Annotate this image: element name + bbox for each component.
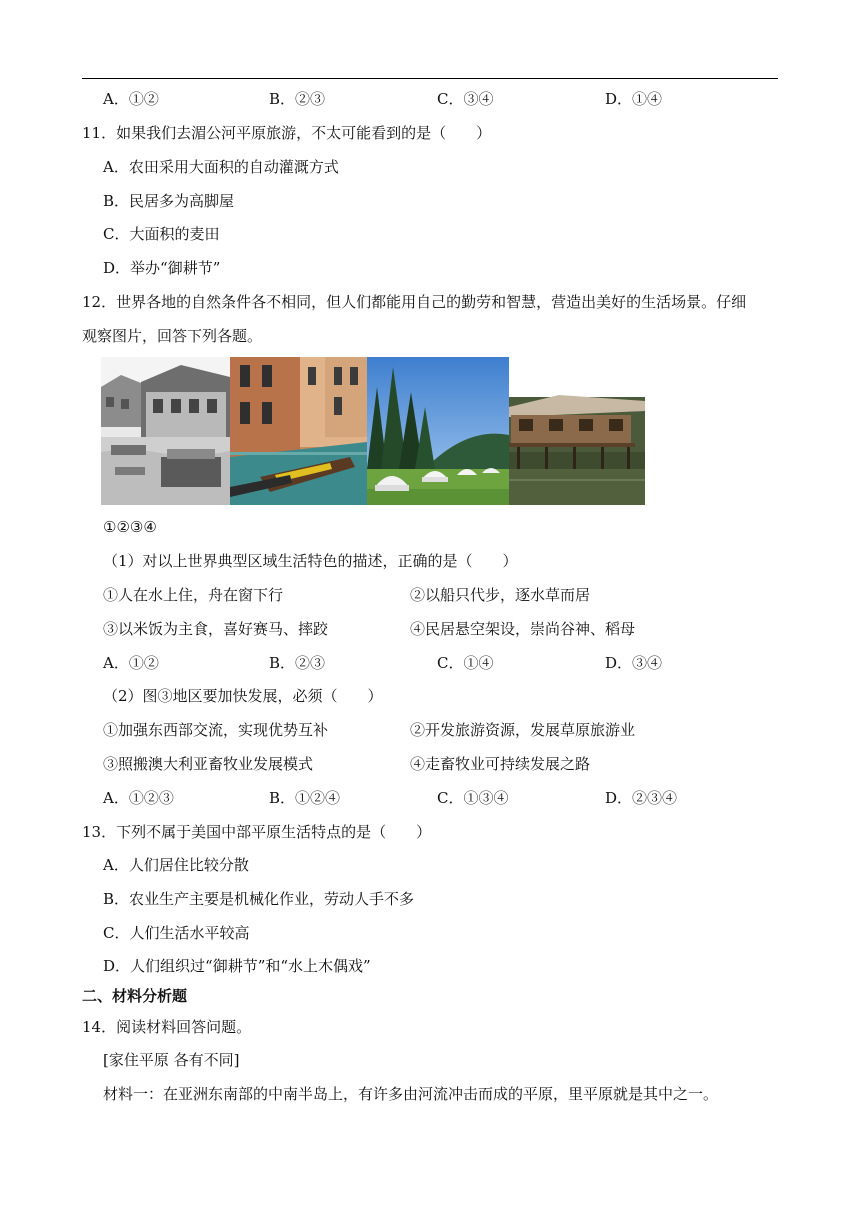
q12-sub2-option-a: A．①②③ bbox=[103, 789, 174, 807]
photo-venice-canal bbox=[230, 357, 367, 505]
photo-stilt-house bbox=[509, 357, 645, 505]
q10-options bbox=[103, 89, 703, 109]
q10-option-d: D．①④ bbox=[605, 90, 663, 108]
q11-option-c: C．大面积的麦田 bbox=[103, 225, 220, 243]
q14-stem: 14．阅读材料回答问题。 bbox=[82, 1018, 252, 1036]
q12-sub1-option-c: C．①④ bbox=[437, 654, 494, 672]
photo-grassland-yurts bbox=[367, 357, 509, 505]
q14-material-1: 材料一：在亚洲东南部的中南半岛上，有许多由河流冲击而成的平原，里平原就是其中之一。 bbox=[103, 1085, 719, 1103]
q12-sub2-option-d: D．②③④ bbox=[605, 789, 678, 807]
q12-sub2-statement-1: ①加强东西部交流，实现优势互补 bbox=[103, 721, 329, 739]
q12-sub2-stem: （2）图③地区要加快发展，必须（ ） bbox=[103, 687, 383, 705]
q12-sub1-statement-4: ④民居悬空架设，崇尚谷神、稻母 bbox=[410, 620, 636, 638]
header-rule bbox=[82, 78, 778, 79]
q11-option-d: D．举办“御耕节” bbox=[103, 259, 221, 277]
q10-option-b: B．②③ bbox=[269, 90, 326, 108]
section-2-title: 二、材料分析题 bbox=[82, 987, 188, 1005]
q12-sub1-option-d: D．③④ bbox=[605, 654, 663, 672]
photo-water-town bbox=[101, 357, 230, 505]
q10-option-a: A．①② bbox=[103, 90, 159, 108]
q13-option-d: D．人们组织过“御耕节”和“水上木偶戏” bbox=[103, 957, 371, 975]
q10-option-c: C．③④ bbox=[437, 90, 494, 108]
q12-sub2-statement-4: ④走畜牧业可持续发展之路 bbox=[410, 755, 591, 773]
q12-stem-line2: 观察图片，回答下列各题。 bbox=[82, 327, 263, 345]
q14-subtitle: [家住平原 各有不同] bbox=[103, 1051, 240, 1069]
q11-option-a: A．农田采用大面积的自动灌溉方式 bbox=[103, 158, 339, 176]
q12-sub2-option-b: B．①②④ bbox=[269, 789, 341, 807]
q12-stem-line1: 12．世界各地的自然条件各不相同，但人们都能用自己的勤劳和智慧，营造出美好的生活场景。仔细 bbox=[82, 293, 747, 311]
q11-stem: 11．如果我们去湄公河平原旅游，不太可能看到的是（ ） bbox=[82, 124, 492, 142]
q13-option-a: A．人们居住比较分散 bbox=[103, 856, 249, 874]
q12-sub1-statement-2: ②以船只代步，逐水草而居 bbox=[410, 586, 591, 604]
q12-sub1-options bbox=[103, 653, 703, 673]
q12-photo-labels: ①②③④ bbox=[103, 518, 157, 536]
q12-sub2-statement-3: ③照搬澳大利亚畜牧业发展模式 bbox=[103, 755, 314, 773]
q12-sub1-statement-3: ③以米饭为主食，喜好赛马、摔跤 bbox=[103, 620, 329, 638]
q12-sub1-stem: （1）对以上世界典型区域生活特色的描述，正确的是（ ） bbox=[103, 552, 518, 570]
q12-sub2-options bbox=[103, 788, 723, 808]
q13-option-b: B．农业生产主要是机械化作业，劳动人手不多 bbox=[103, 890, 415, 908]
q12-sub1-option-b: B．②③ bbox=[269, 654, 326, 672]
q13-stem: 13．下列不属于美国中部平原生活特点的是（ ） bbox=[82, 823, 432, 841]
q11-option-b: B．民居多为高脚屋 bbox=[103, 192, 235, 210]
q12-sub1-option-a: A．①② bbox=[103, 654, 159, 672]
q12-sub2-option-c: C．①③④ bbox=[437, 789, 509, 807]
q13-option-c: C．人们生活水平较高 bbox=[103, 924, 250, 942]
q12-sub2-statement-2: ②开发旅游资源，发展草原旅游业 bbox=[410, 721, 636, 739]
q12-sub1-statement-1: ①人在水上住，舟在窗下行 bbox=[103, 586, 284, 604]
